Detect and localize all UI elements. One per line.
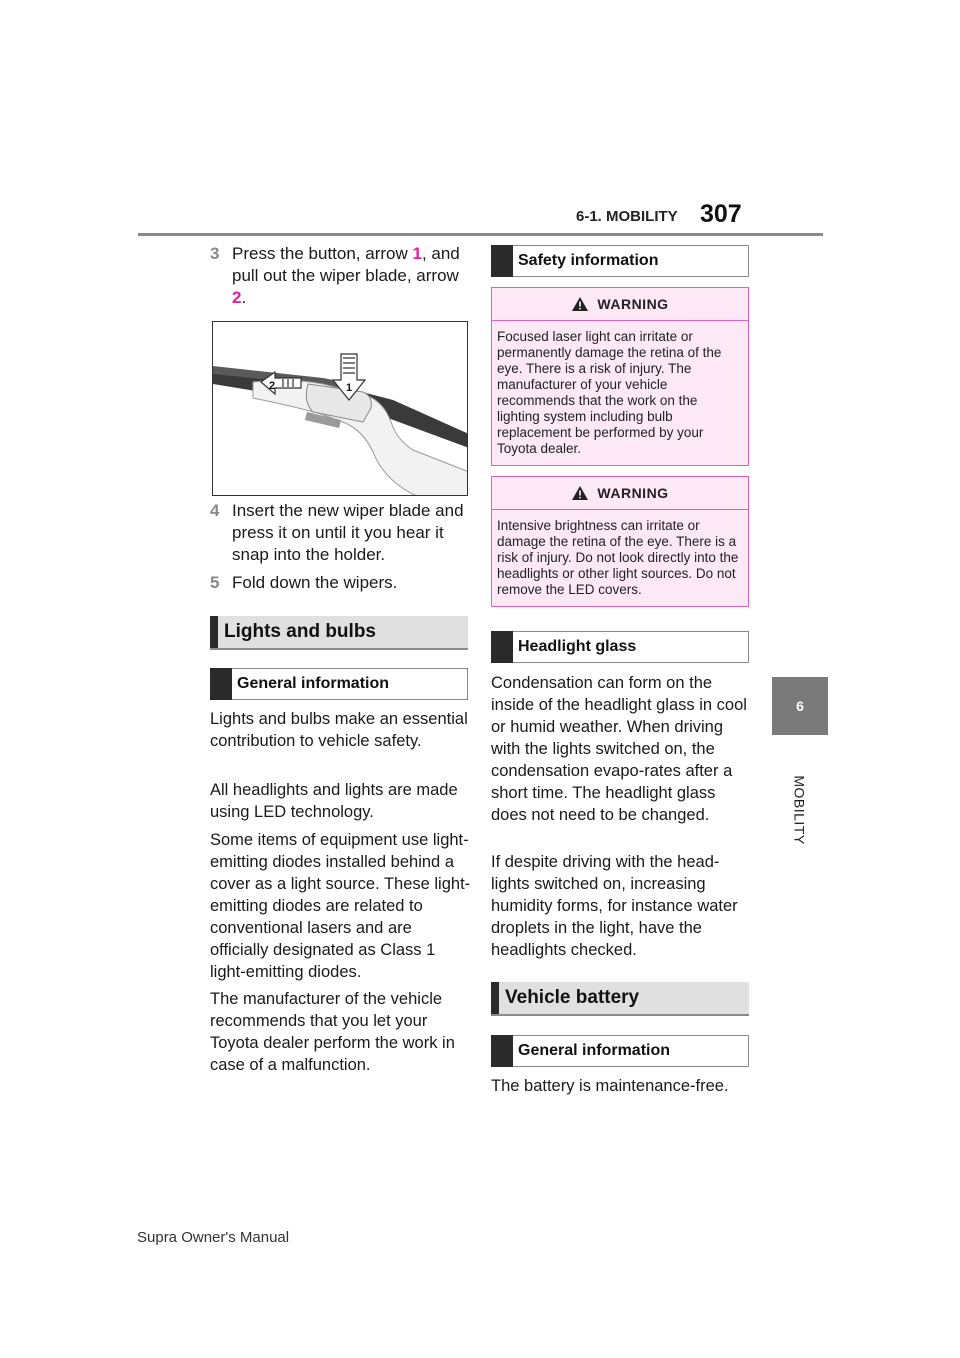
- lights-paragraph-1: Lights and bulbs make an essential contribution to vehicle safety.: [210, 710, 468, 750]
- arrow-ref-1: 1: [412, 244, 422, 263]
- step-5: [210, 572, 472, 594]
- arrow-ref-2: 2: [232, 288, 242, 307]
- chapter-tab: [772, 677, 828, 735]
- step-text: Insert the new wiper blade and press it on until it you hear it snap into the holder.: [232, 501, 464, 564]
- section-title: 6-1. MOBILITY: [576, 208, 678, 225]
- step-text: Press the button, arrow 1, and pull out the wiper blade, arrow 2.: [232, 244, 460, 307]
- wiper-blade-illustration: [212, 321, 468, 496]
- warning-title: WARNING: [492, 288, 748, 320]
- step-4: [210, 500, 472, 566]
- step-3: [210, 243, 472, 309]
- step-number: 5: [210, 573, 220, 592]
- glass-paragraph-1: Condensation can form on the inside of the headlight glass in cool or humid weather. When driving with the lights switched on, the condensation evapo-rates after a short time. The headlight glass does not need to be changed.: [491, 674, 747, 824]
- arrow-2-label: 2: [269, 380, 276, 392]
- heading-lights-and-bulbs: Lights and bulbs: [210, 616, 468, 650]
- step-number: 4: [210, 501, 220, 520]
- subheading-battery-general-information: General information: [491, 1035, 749, 1067]
- heading-safety-information: Safety information: [491, 245, 749, 277]
- warning-text: Focused laser light can irritate or permanently damage the retina of the eye. There is a risk of injury. The manufacturer of your vehicle recommends that the work on the lighting system including bulb replacement be performed by your Toyota dealer.: [497, 329, 722, 456]
- chapter-number: 6: [796, 698, 804, 714]
- heading-vehicle-battery: Vehicle battery: [491, 982, 749, 1016]
- warning-box-brightness: [491, 476, 749, 607]
- lights-paragraph-3: Some items of equipment use light-emitting diodes installed behind a cover as a light source. These light-emitting diodes are related to conventional lasers and are officially designated as Class 1 light-emitting diodes.: [210, 831, 471, 981]
- subheading-general-information: General information: [210, 668, 468, 700]
- chapter-label: MOBILITY: [791, 775, 808, 845]
- heading-headlight-glass: Headlight glass: [491, 631, 749, 663]
- lights-paragraph-2: All headlights and lights are made using LED technology.: [210, 781, 458, 821]
- warning-box-laser: [491, 287, 749, 466]
- header-rule: [138, 233, 823, 236]
- step-number: 3: [210, 244, 220, 263]
- step-text: Fold down the wipers.: [232, 573, 398, 592]
- wiper-blade-image: [213, 322, 468, 496]
- page-number: 307: [700, 200, 742, 228]
- chapter-side-label: [750, 760, 850, 860]
- warning-triangle-icon: [571, 485, 589, 501]
- arrow-1-label: 1: [346, 382, 353, 394]
- lights-paragraph-4: The manufacturer of the vehicle recommends that you let your Toyota dealer perform the work in case of a malfunction.: [210, 990, 455, 1074]
- battery-text: The battery is maintenance-free.: [491, 1077, 729, 1095]
- warning-title: WARNING: [492, 477, 748, 509]
- glass-paragraph-2: If despite driving with the head-lights switched on, increasing humidity forms, for instance water droplets in the light, have the headlights checked.: [491, 853, 738, 959]
- warning-text: Intensive brightness can irritate or damage the retina of the eye. There is a risk of injury. Do not look directly into the headlights or other light sources. Do not remove the LED covers.: [497, 518, 739, 597]
- footer-manual-title: Supra Owner's Manual: [137, 1229, 290, 1246]
- warning-triangle-icon: [571, 296, 589, 312]
